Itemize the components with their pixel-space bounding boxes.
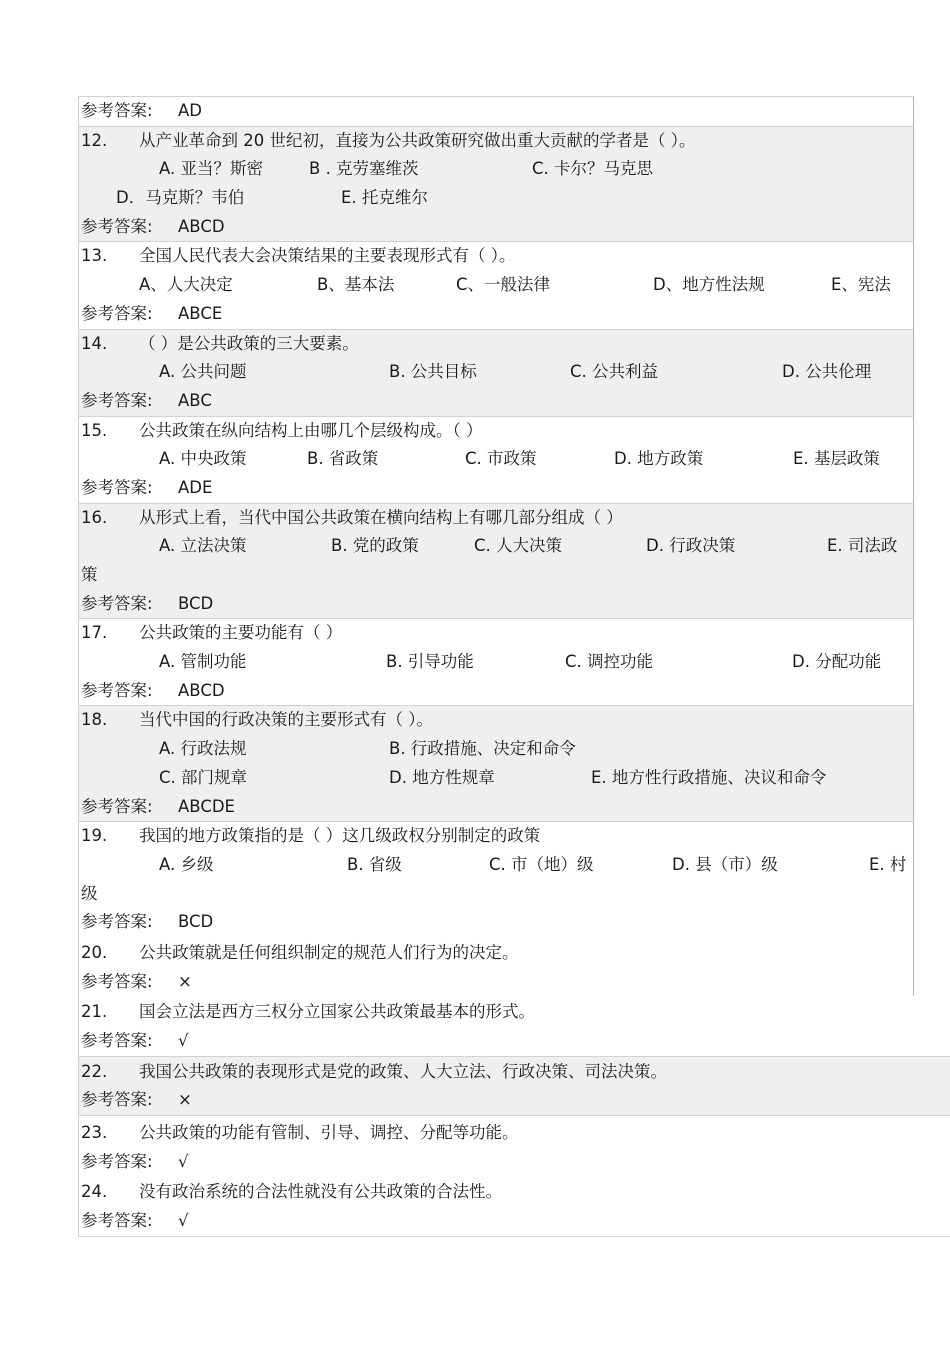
option-e: E. 村 (869, 854, 907, 874)
question-text: 我国公共政策的表现形式是党的政策、人大立法、行政决策、司法决策。 (139, 1061, 667, 1081)
answer-line (79, 793, 913, 822)
option-b: B. 引导功能 (386, 652, 474, 672)
answer-label: 参考答案: (81, 1151, 153, 1171)
question-line (79, 417, 913, 446)
options-line (79, 764, 913, 793)
question-line (79, 242, 913, 271)
question-line (79, 939, 913, 968)
question-number: 22. (81, 1061, 108, 1081)
answer-value: × (178, 971, 192, 991)
answer-label: 参考答案: (81, 216, 153, 236)
answer-value: ADE (178, 477, 213, 497)
option-e: E. 托克维尔 (341, 188, 428, 208)
option-b: B. 公共目标 (389, 362, 477, 382)
continuation-line (79, 880, 913, 909)
options-line (79, 648, 913, 677)
option-c: C. 人大决策 (474, 536, 563, 556)
question-14 (78, 329, 914, 416)
option-d: D. 地方政策 (614, 449, 704, 469)
question-number: 15. (81, 420, 108, 440)
option-a: A. 中央政策 (159, 449, 247, 469)
options-line (79, 735, 913, 764)
option-d: D. 分配功能 (792, 652, 882, 672)
answer-line (79, 677, 913, 706)
answer-label: 参考答案: (81, 680, 153, 700)
option-a: A. 行政法规 (159, 739, 247, 759)
option-a: A. 亚当？斯密 (159, 159, 263, 179)
option-e: E. 司法政 (827, 536, 898, 556)
question-line (79, 330, 913, 359)
answer-value: × (178, 1090, 192, 1110)
question-text: 公共政策就是任何组织制定的规范人们行为的决定。 (139, 942, 519, 962)
option-b: B. 省政策 (307, 449, 379, 469)
option-continuation: 策 (81, 565, 98, 584)
question-15 (78, 416, 914, 503)
option-c: C. 调控功能 (565, 652, 654, 672)
answer-label: 参考答案: (81, 971, 153, 991)
answer-line (79, 590, 913, 619)
question-23 (78, 1115, 950, 1176)
answer-label: 参考答案: (81, 477, 153, 497)
question-number: 23. (81, 1123, 108, 1143)
question-12 (78, 126, 914, 242)
question-text: 从产业革命到 20 世纪初，直接为公共政策研究做出重大贡献的学者是（ ）。 (139, 130, 696, 150)
answer-value: √ (178, 1031, 189, 1050)
question-line (79, 706, 913, 735)
option-b: B、基本法 (317, 275, 395, 295)
option-e: E、宪法 (831, 275, 891, 295)
option-a: A. 管制功能 (159, 652, 247, 672)
answer-line (79, 387, 913, 416)
question-number: 13. (81, 246, 108, 266)
question-line (79, 822, 913, 851)
option-d: D. 地方性规章 (389, 767, 495, 787)
option-continuation: 级 (81, 883, 98, 903)
options-line (79, 851, 913, 880)
question-text: 全国人民代表大会决策结果的主要表现形式有（ ）。 (139, 246, 516, 266)
question-text: 从形式上看，当代中国公共政策在横向结构上有哪几部分组成（ ） (139, 507, 623, 527)
question-22 (78, 1056, 950, 1115)
question-number: 24. (81, 1182, 108, 1202)
option-b: B. 行政措施、决定和命令 (389, 739, 576, 759)
question-number: 21. (81, 1002, 108, 1022)
option-d: D、地方性法规 (653, 275, 765, 295)
option-e: E. 基层政策 (793, 449, 880, 469)
answer-value: ABCE (178, 303, 223, 323)
answer-value: √ (178, 1211, 189, 1231)
options-line (79, 532, 913, 561)
question-13 (78, 241, 914, 328)
answer-label: 参考答案: (81, 593, 153, 613)
option-c: C. 市政策 (465, 449, 537, 469)
question-number: 20. (81, 942, 108, 962)
answer-value: √ (178, 1151, 189, 1171)
answer-line (79, 474, 913, 503)
question-number: 14. (81, 333, 108, 353)
question-24 (78, 1176, 950, 1236)
question-number: 16. (81, 507, 108, 527)
answer-block-11 (78, 96, 914, 126)
question-number: 12. (81, 130, 108, 150)
answer-value: AD (178, 101, 202, 120)
answer-line (79, 968, 913, 997)
question-text: 公共政策在纵向结构上由哪几个层级构成。（ ） (139, 420, 483, 440)
question-line (79, 1119, 950, 1148)
options-line (79, 445, 913, 474)
options-line (79, 155, 913, 184)
question-number: 19. (81, 826, 108, 846)
question-number: 18. (81, 710, 108, 730)
answer-line (79, 1027, 950, 1056)
answer-label: 参考答案: (81, 101, 153, 120)
document-page (78, 96, 950, 1237)
question-line (79, 504, 913, 533)
answer-label: 参考答案: (81, 796, 153, 816)
question-line (79, 127, 913, 156)
answer-line (79, 300, 913, 329)
option-d: D. 行政决策 (646, 536, 736, 556)
answer-value: ABC (178, 390, 212, 410)
option-a: A. 立法决策 (159, 536, 247, 556)
answer-value: ABCD (178, 216, 225, 236)
question-number: 17. (81, 623, 108, 643)
option-d: D. 公共伦理 (782, 362, 872, 382)
answer-line (79, 1148, 950, 1177)
options-line (79, 184, 913, 213)
option-c: C、一般法律 (456, 275, 551, 295)
option-b: B. 党的政策 (331, 536, 419, 556)
answer-value: BCD (178, 912, 214, 932)
question-text: （ ）是公共政策的三大要素。 (139, 333, 359, 353)
option-b: B . 克劳塞维茨 (309, 159, 419, 179)
question-text: 我国的地方政策指的是（ ）这几级政权分别制定的政策 (139, 826, 541, 846)
answer-label: 参考答案: (81, 912, 153, 932)
answer-line (79, 1207, 950, 1236)
option-c: C. 市（地）级 (489, 854, 594, 874)
option-c: C. 卡尔？马克思 (532, 159, 654, 179)
question-16 (78, 503, 914, 619)
answer-line (79, 1086, 950, 1115)
option-b: B. 省级 (347, 854, 402, 874)
question-text: 当代中国的行政决策的主要形式有（ ）。 (139, 710, 433, 730)
answer-line (79, 908, 913, 937)
option-d: D. 县（市）级 (672, 854, 778, 874)
continuation-line (79, 561, 913, 590)
answer-label: 参考答案: (81, 1031, 153, 1050)
question-text: 国会立法是西方三权分立国家公共政策最基本的形式。 (139, 1002, 535, 1022)
question-line (79, 1178, 950, 1207)
question-text: 没有政治系统的合法性就没有公共政策的合法性。 (139, 1182, 502, 1202)
option-e: E. 地方性行政措施、决议和命令 (591, 767, 827, 787)
option-a: A. 公共问题 (159, 362, 247, 382)
option-a: A. 乡级 (159, 854, 214, 874)
options-line (79, 358, 913, 387)
question-line (79, 619, 913, 648)
answer-value: BCD (178, 593, 214, 613)
answer-value: ABCD (178, 680, 225, 700)
answer-line (79, 213, 913, 242)
answer-label: 参考答案: (81, 390, 153, 410)
question-line (79, 998, 950, 1027)
option-c: C. 部门规章 (159, 767, 248, 787)
answer-value: ABCDE (178, 796, 235, 816)
question-20 (78, 937, 914, 996)
question-21 (78, 996, 950, 1055)
answer-label: 参考答案: (81, 1090, 153, 1110)
answer-label: 参考答案: (81, 1211, 153, 1231)
options-line (79, 271, 913, 300)
answer-label: 参考答案: (81, 303, 153, 323)
question-line (79, 1058, 950, 1087)
question-19 (78, 821, 914, 937)
answer-line (79, 97, 913, 126)
option-a: A、人大决定 (139, 275, 233, 295)
question-text: 公共政策的功能有管制、引导、调控、分配等功能。 (139, 1123, 519, 1143)
option-d: D．马克斯？韦伯 (116, 188, 245, 208)
question-18 (78, 705, 914, 821)
option-c: C. 公共利益 (570, 362, 659, 382)
question-text: 公共政策的主要功能有（ ） (139, 623, 343, 643)
question-17 (78, 618, 914, 705)
